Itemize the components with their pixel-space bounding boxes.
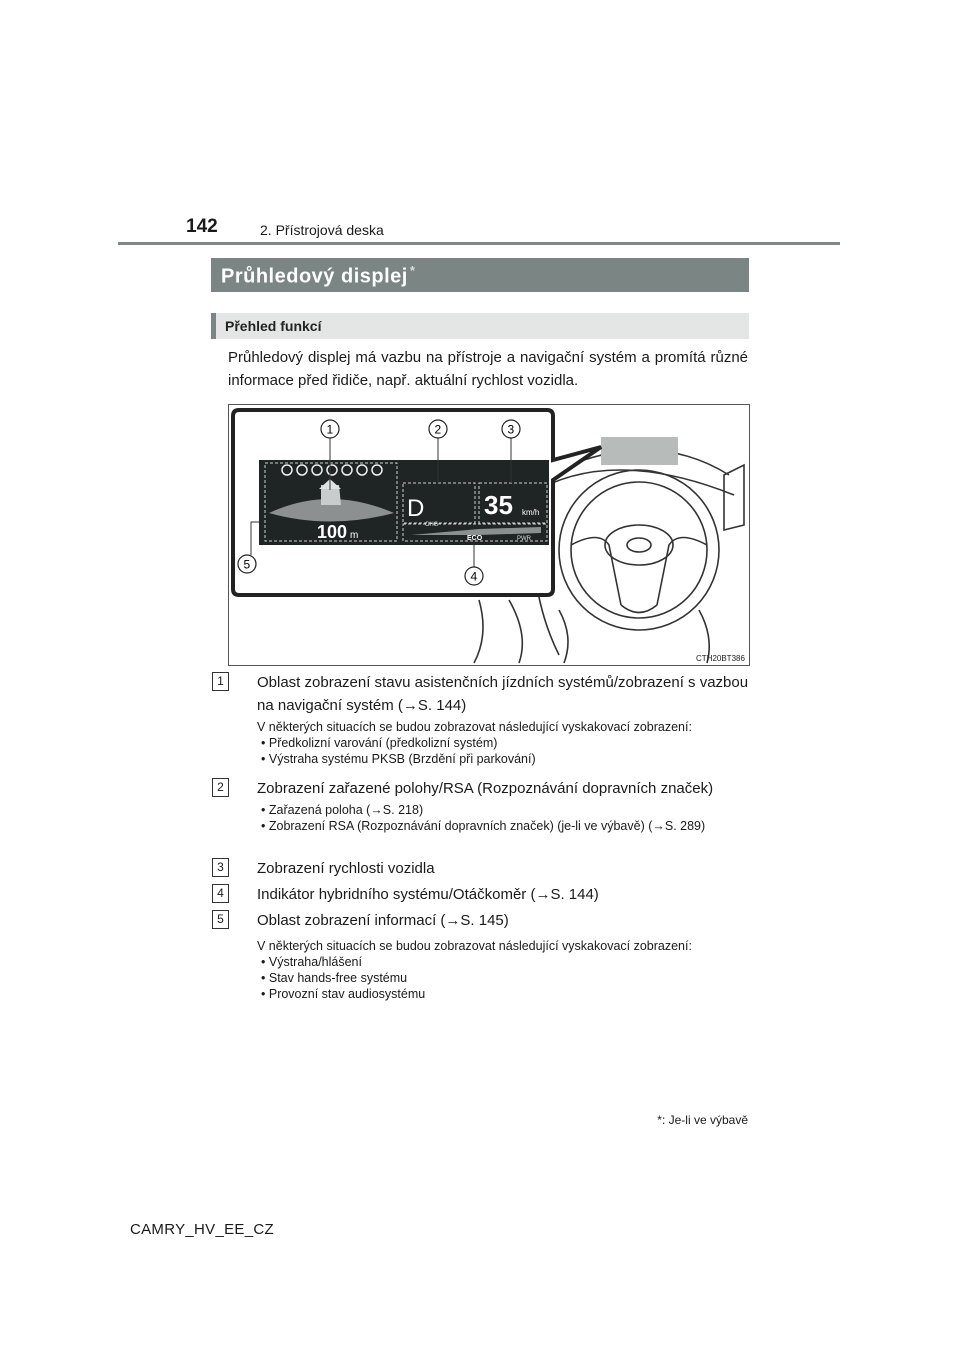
gear-position: D: [407, 495, 425, 522]
note-5-bullet-1: • Výstraha/hlášení: [261, 955, 362, 969]
subsection-title: Přehled funkcí: [225, 318, 322, 334]
section-title: [221, 263, 415, 289]
callout-1: 1: [326, 422, 334, 437]
item-text-5: Oblast zobrazení informací (→S. 145): [257, 912, 509, 929]
note-2-bullet-1: • Zařazená poloha (→S. 218): [261, 803, 424, 817]
optional-equipment-mark: *: [409, 263, 416, 278]
hud-figure: [228, 404, 750, 666]
intro-paragraph: Průhledový displej má vazbu na přístroje a navigační systém a promítá různé informace před řidiče, např. aktuální rychlost vozidla.: [228, 349, 748, 389]
distance-unit: m: [350, 530, 359, 541]
note-1-bullet-1: • Předkolizní varování (předkolizní systém): [261, 736, 498, 750]
header-divider: [118, 242, 840, 245]
note-item-2: [257, 802, 752, 834]
item-text-4: Indikátor hybridního systému/Otáčkoměr (→S. 144): [257, 886, 599, 903]
footnote: *: Je-li ve výbavě: [657, 1113, 748, 1127]
page-number: 142: [186, 216, 218, 237]
hud-illustration: [229, 405, 749, 665]
note-item-1: [257, 719, 752, 767]
item-number-5: 5: [212, 910, 229, 929]
item-number-4: 4: [212, 884, 229, 903]
distance-value: 100: [317, 522, 348, 542]
speed-value: 35: [484, 490, 513, 520]
chapter-title: 2. Přístrojová deska: [260, 222, 384, 238]
note-2-bullet-2: • Zobrazení RSA (Rozpoznávání dopravních značek) (je-li ve výbavě) (→S. 289): [261, 819, 706, 833]
callout-3: 3: [507, 422, 515, 437]
note-1-bullet-2: • Výstraha systému PKSB (Brzdění při parkování): [261, 752, 536, 766]
subsection-accent: [211, 313, 216, 339]
meter-label-eco: ECO: [467, 535, 483, 542]
meter-label-chg: CHG: [425, 522, 439, 528]
item-number-2: 2: [212, 778, 229, 797]
section-title-text: Průhledový displej: [221, 265, 408, 288]
note-5-bullet-2: • Stav hands-free systému: [261, 971, 408, 985]
note-1-intro: V některých situacích se budou zobrazovat následující vyskakovací zobrazení:: [257, 720, 692, 734]
note-5-intro: V některých situacích se budou zobrazovat následující vyskakovací zobrazení:: [257, 939, 692, 953]
note-5-bullet-3: • Provozní stav audiosystému: [261, 987, 426, 1001]
item-number-1: 1: [212, 672, 229, 691]
document-code: CAMRY_HV_EE_CZ: [130, 1221, 274, 1238]
meter-label-pwr: PWR: [517, 536, 531, 542]
item-number-3: 3: [212, 858, 229, 877]
speed-unit: km/h: [522, 508, 540, 517]
windshield-projection-area: [601, 437, 678, 465]
note-item-5: [257, 938, 752, 1002]
item-text-1: Oblast zobrazení stavu asistenčních jízdních systémů/zobrazení s vazbou na navigační systém (→S. 144): [257, 674, 749, 714]
item-text-3: Zobrazení rychlosti vozidla: [257, 860, 435, 877]
callout-2: 2: [434, 422, 442, 437]
callout-4: 4: [470, 569, 478, 584]
callout-5: 5: [243, 557, 251, 572]
item-text-2: Zobrazení zařazené polohy/RSA (Rozpoznávání dopravních značek): [257, 780, 714, 797]
figure-code: CTH20BT386: [696, 654, 745, 663]
section-title-bar: [211, 258, 749, 292]
subsection-title-bar: [211, 313, 749, 339]
